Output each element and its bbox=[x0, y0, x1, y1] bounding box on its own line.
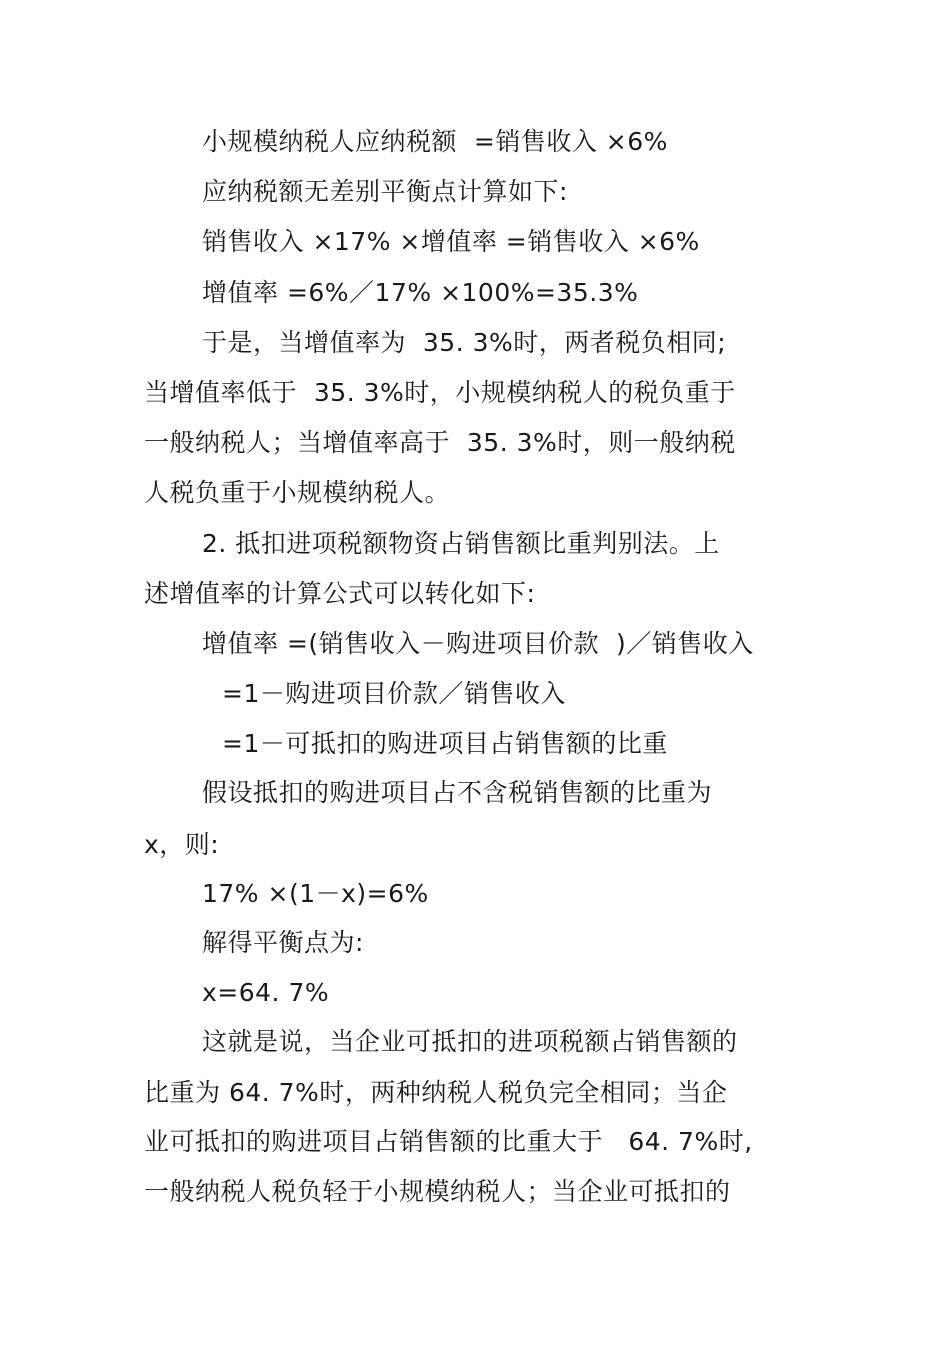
text-line: =1－购进项目价款／销售收入 bbox=[222, 679, 566, 708]
text-line: =1－可抵扣的购进项目占销售额的比重 bbox=[222, 729, 668, 758]
text-line: 小规模纳税人应纳税额 =销售收入 ×6% bbox=[202, 127, 668, 156]
text-line: 于是，当增值率为 35. 3%时，两者税负相同; bbox=[202, 328, 727, 357]
text-line: 一般纳税人税负轻于小规模纳税人；当企业可抵扣的 bbox=[144, 1177, 731, 1206]
text-line: x，则: bbox=[144, 830, 220, 859]
text-line: 当增值率低于 35. 3%时，小规模纳税人的税负重于 bbox=[144, 378, 736, 407]
text-line: 业可抵扣的购进项目占销售额的比重大于 64. 7%时, bbox=[144, 1127, 753, 1156]
text-line: 这就是说，当企业可抵扣的进项税额占销售额的 bbox=[202, 1027, 738, 1056]
text-line: 2. 抵扣进项税额物资占销售额比重判别法。上 bbox=[202, 529, 720, 558]
text-line: 销售收入 ×17% ×增值率 =销售收入 ×6% bbox=[202, 227, 700, 256]
text-line: 应纳税额无差别平衡点计算如下: bbox=[202, 177, 568, 206]
text-line: x=64. 7% bbox=[202, 978, 330, 1007]
text-line: 17% ×(1－x)=6% bbox=[202, 879, 429, 908]
text-line: 比重为 64. 7%时，两种纳税人税负完全相同；当企 bbox=[144, 1078, 728, 1107]
text-line: 解得平衡点为: bbox=[202, 928, 364, 957]
text-line: 增值率 =6%／17% ×100%=35.3% bbox=[202, 278, 639, 307]
text-line: 增值率 =(销售收入－购进项目价款 )／销售收入 bbox=[202, 629, 754, 658]
text-line: 述增值率的计算公式可以转化如下: bbox=[144, 579, 536, 608]
text-line: 一般纳税人；当增值率高于 35. 3%时，则一般纳税 bbox=[144, 428, 736, 457]
text-line: 人税负重于小规模纳税人。 bbox=[144, 478, 451, 507]
text-line: 假设抵扣的购进项目占不含税销售额的比重为 bbox=[202, 778, 713, 807]
